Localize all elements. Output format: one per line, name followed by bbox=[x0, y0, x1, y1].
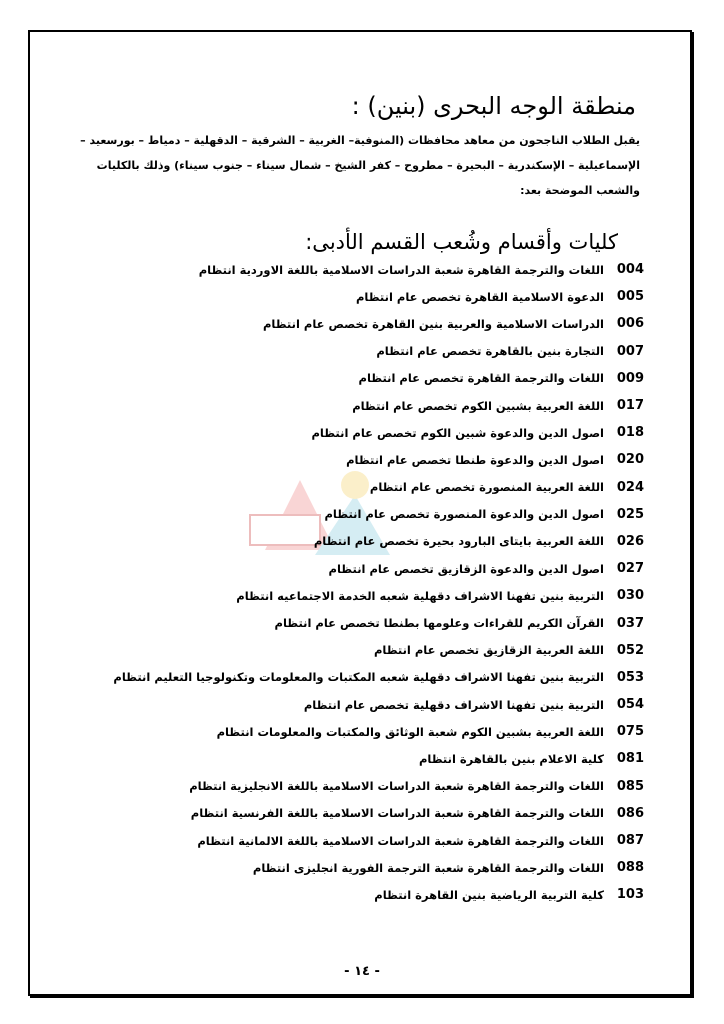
item-code: 017 bbox=[616, 398, 644, 414]
item-code: 085 bbox=[616, 778, 644, 794]
item-code: 004 bbox=[616, 262, 644, 278]
item-code: 053 bbox=[616, 669, 644, 685]
item-name: اصول الدين والدعوة المنصورة تخصص عام انتظام bbox=[324, 507, 604, 522]
item-name: القرآن الكريم للقراءات وعلومها بطنطا تخصص عام انتظام bbox=[274, 616, 604, 631]
item-code: 027 bbox=[616, 561, 644, 577]
item-code: 005 bbox=[616, 289, 644, 305]
list-item bbox=[113, 773, 644, 800]
item-name: اللغة العربية الزقازيق تخصص عام انتظام bbox=[373, 643, 604, 658]
list-item bbox=[113, 827, 644, 854]
list-item bbox=[113, 691, 644, 718]
item-code: 052 bbox=[616, 642, 644, 658]
item-code: 054 bbox=[616, 697, 644, 713]
list-item bbox=[113, 474, 644, 501]
item-code: 086 bbox=[616, 805, 644, 821]
item-name: اللغات والترجمة القاهرة شعبة الدراسات الاسلامية باللغة الاوردية انتظام bbox=[198, 262, 604, 277]
item-code: 024 bbox=[616, 479, 644, 495]
list-item bbox=[113, 501, 644, 528]
item-name: اللغة العربية المنصورة تخصص عام انتظام bbox=[369, 480, 604, 495]
list-item bbox=[113, 854, 644, 881]
item-code: 007 bbox=[616, 343, 644, 359]
item-name: اللغات والترجمة القاهرة تخصص عام انتظام bbox=[358, 371, 604, 386]
region-title: منطقة الوجه البحرى (بنين) : bbox=[351, 92, 636, 120]
list-item bbox=[113, 582, 644, 609]
list-item bbox=[113, 664, 644, 691]
list-item bbox=[113, 446, 644, 473]
item-code: 009 bbox=[616, 370, 644, 386]
item-name: التربية بنين تفهنا الاشراف دقهلية شعبه المكتبات والمعلومات وتكنولوجيا التعليم انتظام bbox=[113, 670, 604, 685]
item-name: اللغات والترجمة القاهرة شعبة الترجمة الفورية انجليزى انتظام bbox=[252, 860, 604, 875]
item-code: 030 bbox=[616, 588, 644, 604]
list-item bbox=[113, 338, 644, 365]
list-item bbox=[113, 310, 644, 337]
item-name: كلية الاعلام بنين بالقاهرة انتظام bbox=[418, 751, 604, 766]
item-code: 088 bbox=[616, 860, 644, 876]
item-name: التربية بنين تفهنا الاشراف دقهلية شعبه الخدمة الاجتماعيه انتظام bbox=[236, 588, 604, 603]
list-item bbox=[113, 745, 644, 772]
intro-paragraph: يقبل الطلاب الناجحون من معاهد محافظات (المنوفية– الغربية – الشرقية – الدقهلية – دمياط – بورسعيد – الإسماعيلية – الإسكندرية – البحيرة – مطروح – كفر الشيخ – شمال سيناء – جنوب سيناء) وذلك بالكليات والشعب الموضحة بعد: bbox=[80, 134, 640, 197]
item-name: اصول الدين والدعوة شبين الكوم تخصص عام انتظام bbox=[311, 425, 604, 440]
list-item bbox=[113, 881, 644, 908]
item-code: 087 bbox=[616, 833, 644, 849]
item-code: 075 bbox=[616, 724, 644, 740]
item-code: 020 bbox=[616, 452, 644, 468]
list-item bbox=[113, 365, 644, 392]
item-code: 037 bbox=[616, 615, 644, 631]
section-title: كليات وأقسام وشُعب القسم الأدبى: bbox=[305, 230, 618, 254]
item-name: اللغات والترجمة القاهرة شعبة الدراسات الاسلامية باللغة الفرنسية انتظام bbox=[190, 806, 604, 821]
list-item bbox=[113, 718, 644, 745]
item-name: التجارة بنين بالقاهرة تخصص عام انتظام bbox=[376, 344, 604, 359]
item-code: 103 bbox=[616, 887, 644, 903]
item-name: اللغات والترجمة القاهرة شعبة الدراسات الاسلامية باللغة الالمانية انتظام bbox=[197, 833, 604, 848]
list-item bbox=[113, 528, 644, 555]
item-name: اللغة العربية بايتاى البارود بحيرة تخصص عام انتظام bbox=[313, 534, 604, 549]
item-name: التربية بنين تفهنا الاشراف دقهلية تخصص عام انتظام bbox=[303, 697, 604, 712]
faculty-list bbox=[113, 256, 644, 909]
item-name: اللغة العربية بشبين الكوم تخصص عام انتظام bbox=[352, 398, 604, 413]
list-item bbox=[113, 392, 644, 419]
list-item bbox=[113, 609, 644, 636]
list-item bbox=[113, 256, 644, 283]
list-item bbox=[113, 637, 644, 664]
list-item bbox=[113, 800, 644, 827]
item-code: 018 bbox=[616, 425, 644, 441]
list-item bbox=[113, 283, 644, 310]
item-name: الدعوة الاسلامية القاهرة تخصص عام انتظام bbox=[355, 289, 604, 304]
item-name: الدراسات الاسلامية والعربية بنين القاهرة تخصص عام انتظام bbox=[262, 316, 604, 331]
item-code: 025 bbox=[616, 506, 644, 522]
item-name: كلية التربية الرياضية بنين القاهرة انتظام bbox=[374, 887, 604, 902]
list-item bbox=[113, 419, 644, 446]
item-name: اللغات والترجمة القاهرة شعبة الدراسات الاسلامية باللغة الانجليزية انتظام bbox=[189, 779, 604, 794]
item-code: 026 bbox=[616, 533, 644, 549]
list-item bbox=[113, 555, 644, 582]
item-name: اصول الدين والدعوة طنطا تخصص عام انتظام bbox=[346, 452, 604, 467]
page-number: - ١٤ - bbox=[344, 964, 380, 979]
item-code: 081 bbox=[616, 751, 644, 767]
item-name: اللغة العربية بشبين الكوم شعبة الوثائق والمكتبات والمعلومات انتظام bbox=[216, 724, 604, 739]
item-name: اصول الدين والدعوة الزقازيق تخصص عام انتظام bbox=[328, 561, 604, 576]
item-code: 006 bbox=[616, 316, 644, 332]
